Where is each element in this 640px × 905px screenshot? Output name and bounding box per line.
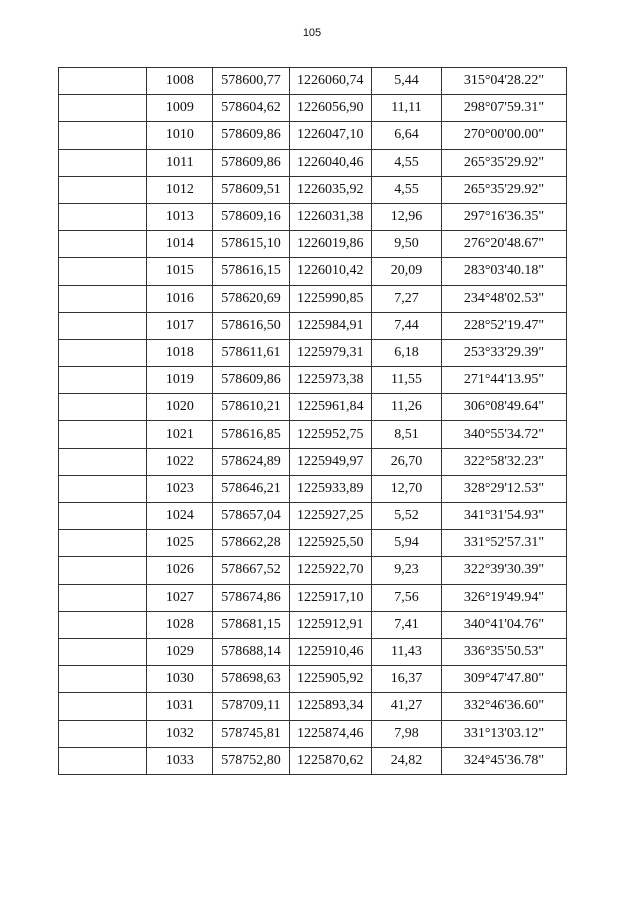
table-row — [59, 203, 567, 230]
bearing-cell: 265°35'29.92" — [441, 176, 566, 203]
distance-cell: 7,44 — [371, 312, 441, 339]
y-coordinate-cell: 1226010,42 — [289, 258, 371, 285]
table-row — [59, 285, 567, 312]
distance-cell: 7,41 — [371, 611, 441, 638]
distance-cell: 5,52 — [371, 503, 441, 530]
x-coordinate-cell: 578657,04 — [213, 503, 289, 530]
y-coordinate-cell: 1225979,31 — [289, 339, 371, 366]
x-coordinate-cell: 578609,16 — [213, 203, 289, 230]
table-row — [59, 503, 567, 530]
point-number-cell: 1011 — [147, 149, 213, 176]
distance-cell: 7,98 — [371, 720, 441, 747]
y-coordinate-cell: 1225925,50 — [289, 530, 371, 557]
table-row — [59, 312, 567, 339]
y-coordinate-cell: 1225927,25 — [289, 503, 371, 530]
distance-cell: 11,26 — [371, 394, 441, 421]
distance-cell: 6,18 — [371, 339, 441, 366]
parcel-cell — [59, 611, 147, 638]
point-number-cell: 1023 — [147, 475, 213, 502]
table-row — [59, 611, 567, 638]
bearing-cell: 283°03'40.18" — [441, 258, 566, 285]
distance-cell: 26,70 — [371, 448, 441, 475]
y-coordinate-cell: 1226040,46 — [289, 149, 371, 176]
point-number-cell: 1021 — [147, 421, 213, 448]
parcel-cell — [59, 557, 147, 584]
x-coordinate-cell: 578624,89 — [213, 448, 289, 475]
parcel-cell — [59, 475, 147, 502]
parcel-cell — [59, 149, 147, 176]
point-number-cell: 1019 — [147, 367, 213, 394]
distance-cell: 20,09 — [371, 258, 441, 285]
point-number-cell: 1020 — [147, 394, 213, 421]
x-coordinate-cell: 578609,51 — [213, 176, 289, 203]
y-coordinate-cell: 1225874,46 — [289, 720, 371, 747]
x-coordinate-cell: 578600,77 — [213, 68, 289, 95]
distance-cell: 4,55 — [371, 149, 441, 176]
table-row — [59, 475, 567, 502]
distance-cell: 9,50 — [371, 231, 441, 258]
bearing-cell: 297°16'36.35" — [441, 203, 566, 230]
parcel-cell — [59, 95, 147, 122]
x-coordinate-cell: 578681,15 — [213, 611, 289, 638]
y-coordinate-cell: 1225984,91 — [289, 312, 371, 339]
parcel-cell — [59, 285, 147, 312]
point-number-cell: 1010 — [147, 122, 213, 149]
parcel-cell — [59, 394, 147, 421]
x-coordinate-cell: 578667,52 — [213, 557, 289, 584]
distance-cell: 4,55 — [371, 176, 441, 203]
distance-cell: 12,70 — [371, 475, 441, 502]
parcel-cell — [59, 448, 147, 475]
bearing-cell: 265°35'29.92" — [441, 149, 566, 176]
table-row — [59, 638, 567, 665]
distance-cell: 8,51 — [371, 421, 441, 448]
y-coordinate-cell: 1225905,92 — [289, 666, 371, 693]
x-coordinate-cell: 578615,10 — [213, 231, 289, 258]
x-coordinate-cell: 578688,14 — [213, 638, 289, 665]
bearing-cell: 298°07'59.31" — [441, 95, 566, 122]
bearing-cell: 271°44'13.95" — [441, 367, 566, 394]
parcel-cell — [59, 720, 147, 747]
x-coordinate-cell: 578616,15 — [213, 258, 289, 285]
y-coordinate-cell: 1225973,38 — [289, 367, 371, 394]
y-coordinate-cell: 1225870,62 — [289, 747, 371, 774]
parcel-cell — [59, 638, 147, 665]
parcel-cell — [59, 693, 147, 720]
bearing-cell: 340°55'34.72" — [441, 421, 566, 448]
table-row — [59, 421, 567, 448]
y-coordinate-cell: 1225933,89 — [289, 475, 371, 502]
table-row — [59, 68, 567, 95]
x-coordinate-cell: 578620,69 — [213, 285, 289, 312]
point-number-cell: 1016 — [147, 285, 213, 312]
point-number-cell: 1014 — [147, 231, 213, 258]
table-row — [59, 367, 567, 394]
bearing-cell: 331°52'57.31" — [441, 530, 566, 557]
x-coordinate-cell: 578609,86 — [213, 367, 289, 394]
y-coordinate-cell: 1226056,90 — [289, 95, 371, 122]
y-coordinate-cell: 1225949,97 — [289, 448, 371, 475]
parcel-cell — [59, 312, 147, 339]
x-coordinate-cell: 578610,21 — [213, 394, 289, 421]
distance-cell: 9,23 — [371, 557, 441, 584]
distance-cell: 12,96 — [371, 203, 441, 230]
distance-cell: 41,27 — [371, 693, 441, 720]
x-coordinate-cell: 578698,63 — [213, 666, 289, 693]
table-row — [59, 149, 567, 176]
y-coordinate-cell: 1225910,46 — [289, 638, 371, 665]
table-row — [59, 747, 567, 774]
bearing-cell: 340°41'04.76" — [441, 611, 566, 638]
point-number-cell: 1030 — [147, 666, 213, 693]
table-row — [59, 176, 567, 203]
bearing-cell: 322°58'32.23" — [441, 448, 566, 475]
point-number-cell: 1013 — [147, 203, 213, 230]
distance-cell: 7,56 — [371, 584, 441, 611]
point-number-cell: 1025 — [147, 530, 213, 557]
y-coordinate-cell: 1226060,74 — [289, 68, 371, 95]
bearing-cell: 326°19'49.94" — [441, 584, 566, 611]
page-number: 105 — [302, 27, 322, 39]
y-coordinate-cell: 1226019,86 — [289, 231, 371, 258]
bearing-cell: 336°35'50.53" — [441, 638, 566, 665]
table-row — [59, 339, 567, 366]
point-number-cell: 1018 — [147, 339, 213, 366]
x-coordinate-cell: 578616,85 — [213, 421, 289, 448]
parcel-cell — [59, 584, 147, 611]
y-coordinate-cell: 1225912,91 — [289, 611, 371, 638]
y-coordinate-cell: 1226047,10 — [289, 122, 371, 149]
point-number-cell: 1009 — [147, 95, 213, 122]
point-number-cell: 1008 — [147, 68, 213, 95]
table-row — [59, 95, 567, 122]
table-row — [59, 530, 567, 557]
distance-cell: 11,55 — [371, 367, 441, 394]
parcel-cell — [59, 421, 147, 448]
point-number-cell: 1026 — [147, 557, 213, 584]
x-coordinate-cell: 578674,86 — [213, 584, 289, 611]
bearing-cell: 253°33'29.39" — [441, 339, 566, 366]
y-coordinate-cell: 1225893,34 — [289, 693, 371, 720]
parcel-cell — [59, 339, 147, 366]
x-coordinate-cell: 578616,50 — [213, 312, 289, 339]
bearing-cell: 276°20'48.67" — [441, 231, 566, 258]
y-coordinate-cell: 1225952,75 — [289, 421, 371, 448]
distance-cell: 5,44 — [371, 68, 441, 95]
y-coordinate-cell: 1225922,70 — [289, 557, 371, 584]
y-coordinate-cell: 1225990,85 — [289, 285, 371, 312]
table-row — [59, 693, 567, 720]
table-row — [59, 448, 567, 475]
point-number-cell: 1033 — [147, 747, 213, 774]
x-coordinate-cell: 578609,86 — [213, 149, 289, 176]
x-coordinate-cell: 578752,80 — [213, 747, 289, 774]
parcel-cell — [59, 503, 147, 530]
table-row — [59, 394, 567, 421]
bearing-cell: 309°47'47.80" — [441, 666, 566, 693]
coordinates-table-body — [59, 68, 567, 775]
y-coordinate-cell: 1226031,38 — [289, 203, 371, 230]
y-coordinate-cell: 1225917,10 — [289, 584, 371, 611]
point-number-cell: 1032 — [147, 720, 213, 747]
point-number-cell: 1017 — [147, 312, 213, 339]
bearing-cell: 324°45'36.78" — [441, 747, 566, 774]
bearing-cell: 341°31'54.93" — [441, 503, 566, 530]
distance-cell: 16,37 — [371, 666, 441, 693]
parcel-cell — [59, 122, 147, 149]
bearing-cell: 322°39'30.39" — [441, 557, 566, 584]
point-number-cell: 1028 — [147, 611, 213, 638]
bearing-cell: 228°52'19.47" — [441, 312, 566, 339]
point-number-cell: 1012 — [147, 176, 213, 203]
x-coordinate-cell: 578611,61 — [213, 339, 289, 366]
table-row — [59, 584, 567, 611]
bearing-cell: 306°08'49.64" — [441, 394, 566, 421]
parcel-cell — [59, 747, 147, 774]
y-coordinate-cell: 1225961,84 — [289, 394, 371, 421]
bearing-cell: 270°00'00.00" — [441, 122, 566, 149]
parcel-cell — [59, 68, 147, 95]
parcel-cell — [59, 231, 147, 258]
parcel-cell — [59, 666, 147, 693]
table-row — [59, 258, 567, 285]
y-coordinate-cell: 1226035,92 — [289, 176, 371, 203]
x-coordinate-cell: 578646,21 — [213, 475, 289, 502]
table-row — [59, 122, 567, 149]
point-number-cell: 1031 — [147, 693, 213, 720]
distance-cell: 7,27 — [371, 285, 441, 312]
distance-cell: 24,82 — [371, 747, 441, 774]
point-number-cell: 1027 — [147, 584, 213, 611]
table-row — [59, 231, 567, 258]
parcel-cell — [59, 530, 147, 557]
bearing-cell: 331°13'03.12" — [441, 720, 566, 747]
distance-cell: 6,64 — [371, 122, 441, 149]
table-row — [59, 557, 567, 584]
parcel-cell — [59, 367, 147, 394]
point-number-cell: 1024 — [147, 503, 213, 530]
bearing-cell: 332°46'36.60" — [441, 693, 566, 720]
x-coordinate-cell: 578662,28 — [213, 530, 289, 557]
coordinates-table — [58, 67, 567, 775]
bearing-cell: 234°48'02.53" — [441, 285, 566, 312]
table-row — [59, 720, 567, 747]
x-coordinate-cell: 578609,86 — [213, 122, 289, 149]
x-coordinate-cell: 578604,62 — [213, 95, 289, 122]
parcel-cell — [59, 258, 147, 285]
parcel-cell — [59, 176, 147, 203]
bearing-cell: 328°29'12.53" — [441, 475, 566, 502]
bearing-cell: 315°04'28.22" — [441, 68, 566, 95]
point-number-cell: 1015 — [147, 258, 213, 285]
point-number-cell: 1022 — [147, 448, 213, 475]
table-row — [59, 666, 567, 693]
point-number-cell: 1029 — [147, 638, 213, 665]
distance-cell: 11,11 — [371, 95, 441, 122]
x-coordinate-cell: 578745,81 — [213, 720, 289, 747]
distance-cell: 5,94 — [371, 530, 441, 557]
distance-cell: 11,43 — [371, 638, 441, 665]
parcel-cell — [59, 203, 147, 230]
x-coordinate-cell: 578709,11 — [213, 693, 289, 720]
